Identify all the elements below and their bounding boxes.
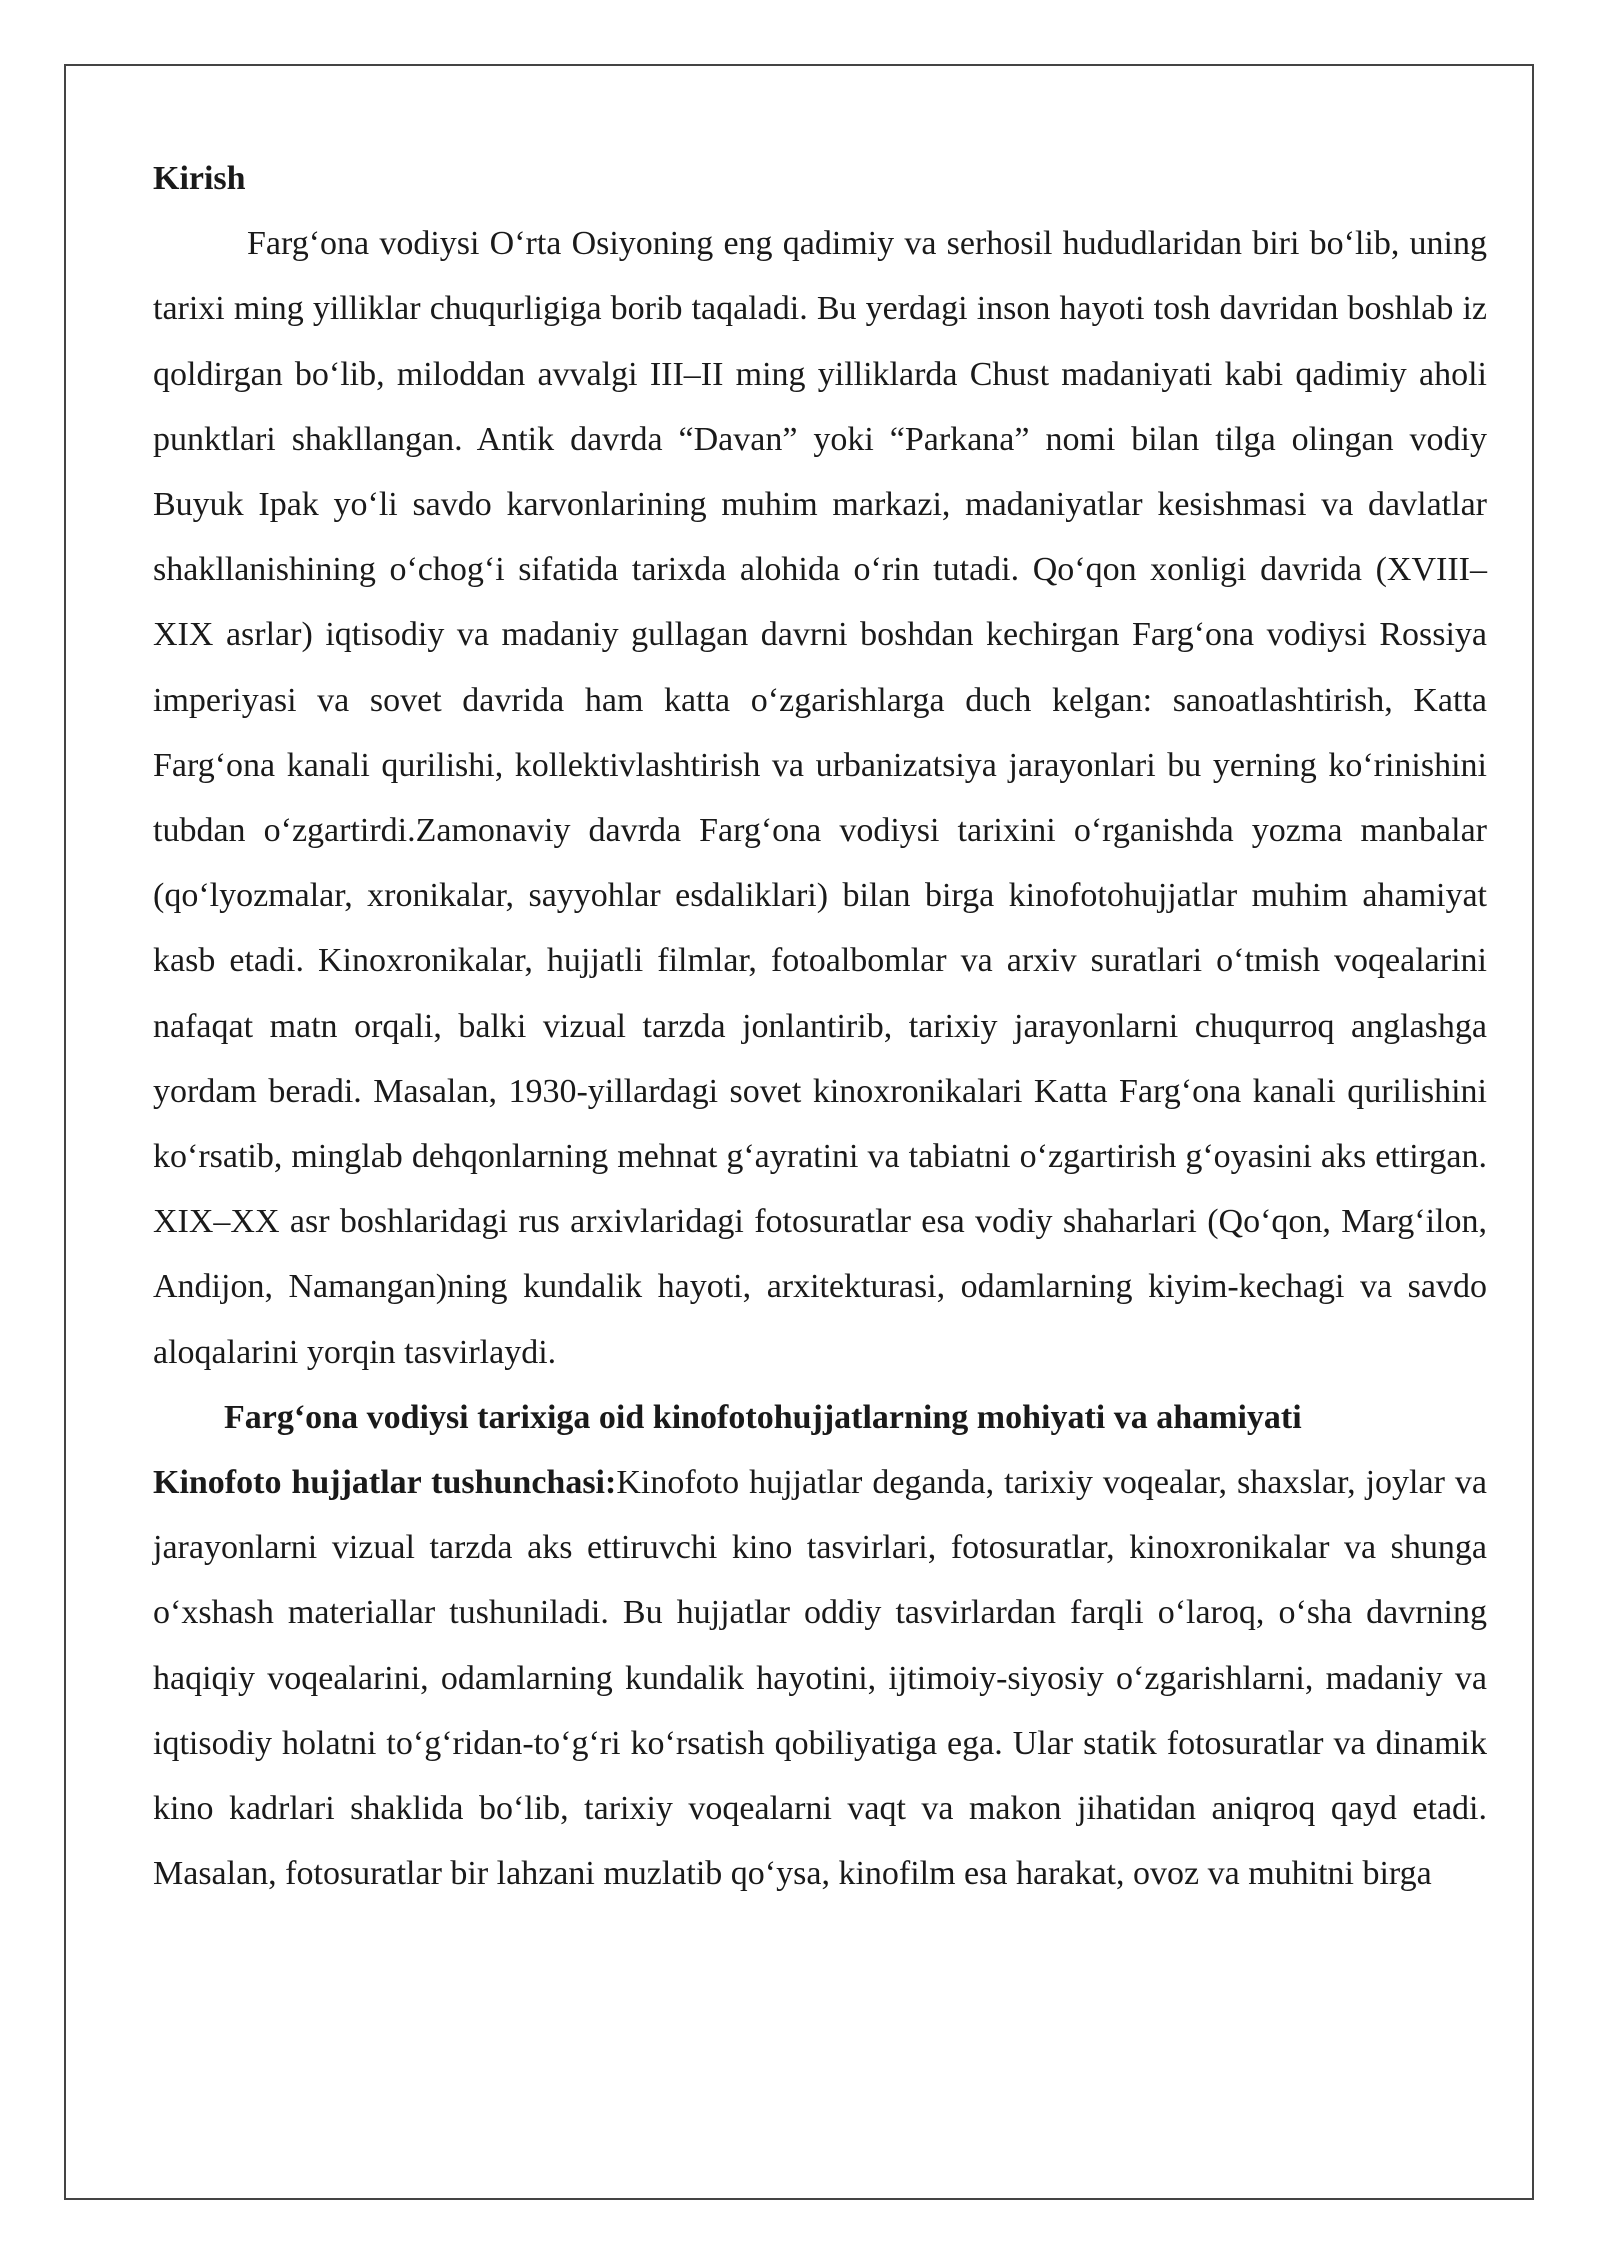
intro-heading: Kirish xyxy=(153,160,246,197)
definition-text: Kinofoto hujjatlar deganda, tarixiy voqealar, shaxslar, joylar va jarayonlarni vizual tarzda aks ettiruvchi kino tasvirlari, fotosuratlar, kinoxronikalar va shunga o‘xshash materiallar tushuniladi. Bu hujjatlar oddiy tasvirlardan farqli o‘laroq, o‘sha davrning haqiqiy voqealarini, odamlarning kundalik hayotini, ijtimoiy-siyosiy o‘zgarishlarni, madaniy va iqtisodiy holatni to‘g‘ridan-to‘g‘ri ko‘rsatish qobiliyatiga ega. Ular statik fotosuratlar va dinamik kino kadrlari shaklida bo‘lib, tarixiy voqealarni vaqt va makon jihatidan aniqroq qayd etadi. Masalan, fotosuratlar bir lahzani muzlatib qo‘ysa, kinofilm esa harakat, ovoz va muhitni birga xyxy=(153,1464,1487,1893)
definition-term: Kinofoto hujjatlar tushunchasi: xyxy=(153,1464,617,1502)
section-heading: Farg‘ona vodiysi tarixiga oid kinofotohujjatlarning mohiyati va ahamiyati xyxy=(224,1398,1302,1436)
intro-paragraph: Farg‘ona vodiysi O‘rta Osiyoning eng qadimiy va serhosil hududlaridan biri bo‘lib, uning tarixi ming yilliklar chuqurligiga borib taqaladi. Bu yerdagi inson hayoti tosh davridan boshlab iz qoldirgan bo‘lib, miloddan avvalgi III–II ming yilliklarda Chust madaniyati kabi qadimiy aholi punktlari shakllangan. Antik davrda “Davan” yoki “Parkana” nomi bilan tilga olingan vodiy Buyuk Ipak yo‘li savdo karvonlarining muhim markazi, madaniyatlar kesishmasi va davlatlar shakllanishining o‘chog‘i sifatida tarixda alohida o‘rin tutadi. Qo‘qon xonligi davrida (XVIII–XIX asrlar) iqtisodiy va madaniy gullagan davrni boshdan kechirgan Farg‘ona vodiysi Rossiya imperiyasi va sovet davrida ham katta o‘zgarishlarga duch kelgan: sanoatlashtirish, Katta Farg‘ona kanali qurilishi, kollektivlashtirish va urbanizatsiya jarayonlari bu yerning ko‘rinishini tubdan o‘zgartirdi.Zamonaviy davrda Farg‘ona vodiysi tarixini o‘rganishda yozma manbalar (qo‘lyozmalar, xronikalar, sayyohlar esdaliklari) bilan birga kinofotohujjatlar muhim ahamiyat kasb etadi. Kinoxronikalar, hujjatli filmlar, fotoalbomlar va arxiv suratlari o‘tmish voqealarini nafaqat matn orqali, balki vizual tarzda jonlantirib, tarixiy jarayonlarni chuqurroq anglashga yordam beradi. Masalan, 1930-yillardagi sovet kinoxronikalari Katta Farg‘ona kanali qurilishini ko‘rsatib, minglab dehqonlarning mehnat g‘ayratini va tabiatni o‘zgartirish g‘oyasini aks ettirgan. XIX–XX asr boshlaridagi rus arxivlaridagi fotosuratlar esa vodiy shaharlari (Qo‘qon, Marg‘ilon, Andijon, Namangan)ning kundalik hayoti, arxitekturasi, odamlarning kiyim-kechagi va savdo aloqalarini yorqin tasvirlaydi. xyxy=(153,225,1487,1371)
document-body xyxy=(153,146,1487,1906)
definition-paragraph xyxy=(153,1450,1487,1906)
